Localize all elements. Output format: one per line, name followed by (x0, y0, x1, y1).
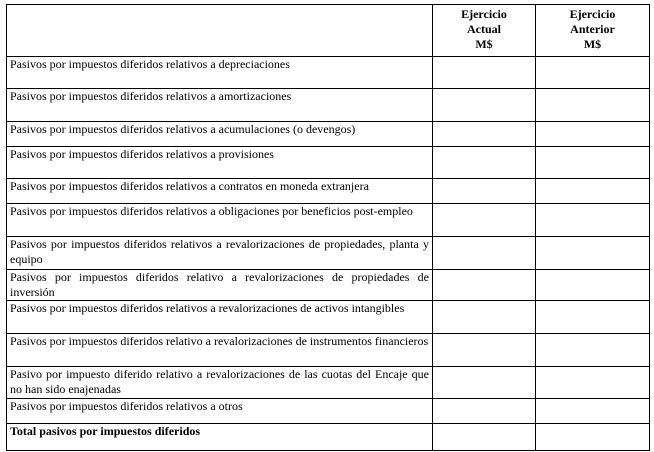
row-label: Pasivos por impuestos diferidos relativos a provisiones (7, 147, 433, 179)
row-current-year-value (433, 204, 536, 237)
row-prior-year-value (536, 204, 650, 237)
header-row (7, 5, 650, 57)
row-current-year-value (433, 57, 536, 89)
header-prior-year (536, 5, 650, 57)
row-label: Pasivos por impuestos diferidos relativos a obligaciones por beneficios post-empleo (7, 204, 433, 237)
row-prior-year-value (536, 122, 650, 147)
table-row (7, 204, 650, 237)
row-current-year-value (433, 122, 536, 147)
table-row (7, 270, 650, 301)
row-label: Pasivos por impuestos diferidos relativos a acumulaciones (o devengos) (7, 122, 433, 147)
row-prior-year-value (536, 334, 650, 367)
header-current-year-line-2: Actual (467, 22, 501, 36)
total-row (7, 424, 650, 451)
deferred-tax-liabilities-table (6, 4, 650, 451)
row-prior-year-value (536, 270, 650, 301)
total-current-year-value (433, 424, 536, 451)
header-current-year-line-1: Ejercicio (461, 7, 507, 21)
row-label: Pasivos por impuestos diferidos relativo a revalorizaciones de propiedades de inversión (7, 270, 433, 301)
table-row (7, 57, 650, 89)
row-label: Pasivos por impuestos diferidos relativo a revalorizaciones de instrumentos financieros (7, 334, 433, 367)
row-current-year-value (433, 237, 536, 270)
header-current-year (433, 5, 536, 57)
row-label: Pasivos por impuestos diferidos relativos a otros (7, 399, 433, 424)
table-row (7, 179, 650, 204)
row-prior-year-value (536, 89, 650, 122)
table-row (7, 301, 650, 334)
table-row (7, 334, 650, 367)
row-current-year-value (433, 334, 536, 367)
total-label: Total pasivos por impuestos diferidos (7, 424, 433, 451)
table-row (7, 147, 650, 179)
header-prior-year-line-3: M$ (583, 37, 602, 51)
total-prior-year-value (536, 424, 650, 451)
header-label-column (7, 5, 433, 57)
row-current-year-value (433, 399, 536, 424)
row-prior-year-value (536, 147, 650, 179)
row-prior-year-value (536, 57, 650, 89)
header-prior-year-line-2: Anterior (570, 22, 615, 36)
row-current-year-value (433, 89, 536, 122)
row-label: Pasivos por impuestos diferidos relativos a depreciaciones (7, 57, 433, 89)
row-current-year-value (433, 367, 536, 399)
header-current-year-line-3: M$ (475, 37, 493, 51)
row-label: Pasivos por impuestos diferidos relativos a revalorizaciones de propiedades, planta y equipo (7, 237, 433, 270)
row-prior-year-value (536, 179, 650, 204)
row-label: Pasivos por impuestos diferidos relativos a contratos en moneda extranjera (7, 179, 433, 204)
row-current-year-value (433, 301, 536, 334)
row-prior-year-value (536, 399, 650, 424)
header-prior-year-line-1: Ejercicio (569, 7, 616, 21)
row-label: Pasivos por impuestos diferidos relativos a revalorizaciones de activos intangibles (7, 301, 433, 334)
table-row (7, 237, 650, 270)
row-current-year-value (433, 147, 536, 179)
table-row (7, 367, 650, 399)
row-label: Pasivos por impuestos diferidos relativos a amortizaciones (7, 89, 433, 122)
row-current-year-value (433, 179, 536, 204)
row-prior-year-value (536, 367, 650, 399)
row-prior-year-value (536, 301, 650, 334)
row-prior-year-value (536, 237, 650, 270)
row-label: Pasivo por impuesto diferido relativo a revalorizaciones de las cuotas del Encaje que no han sido enajenadas (7, 367, 433, 399)
table-row (7, 399, 650, 424)
table-row (7, 89, 650, 122)
row-current-year-value (433, 270, 536, 301)
table-row (7, 122, 650, 147)
